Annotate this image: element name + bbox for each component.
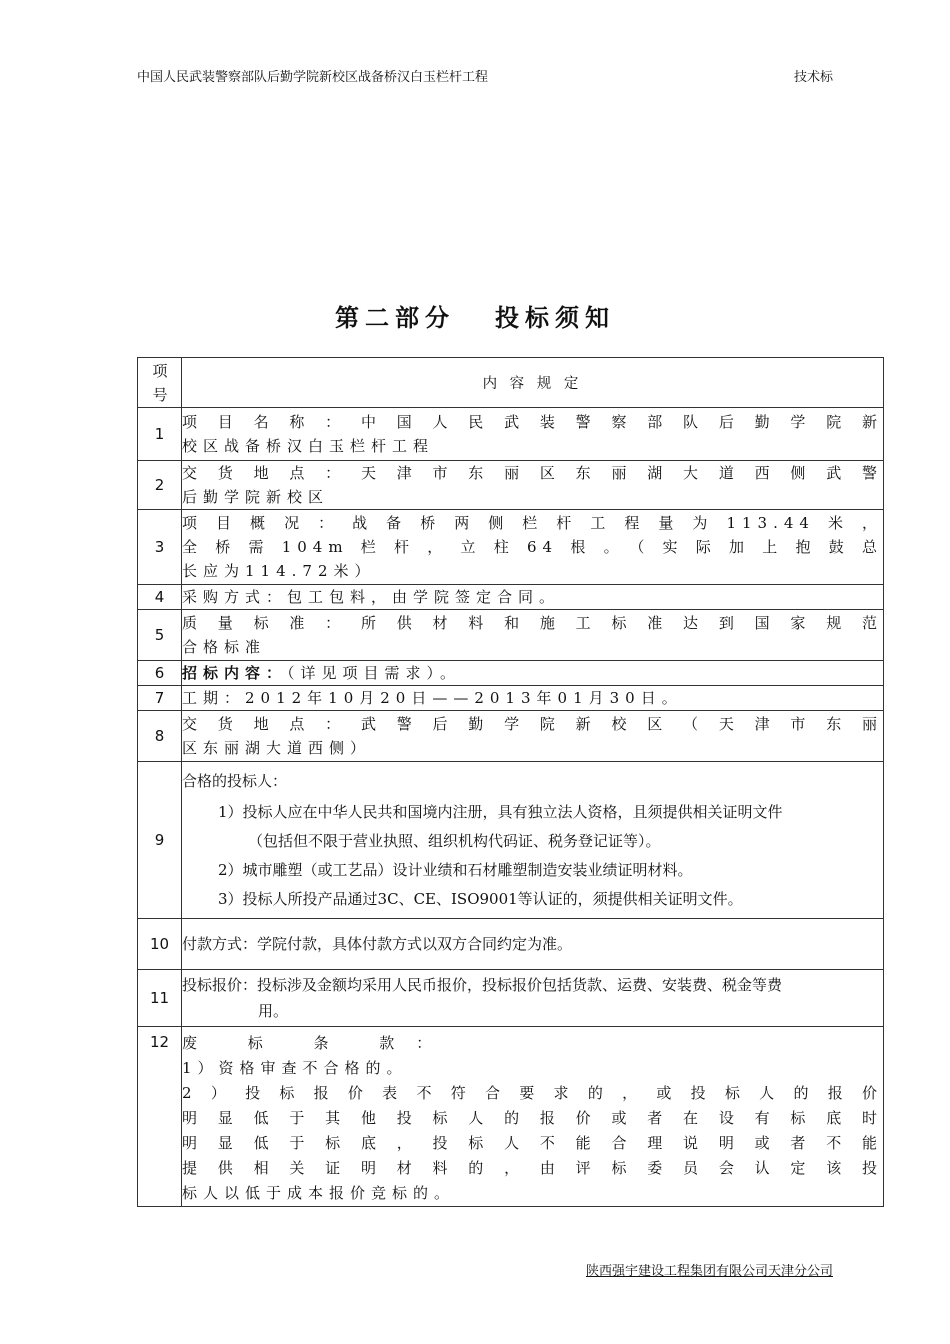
page-title	[0, 298, 950, 333]
table-row: 7 工期：2012年10月20日——2013年01月30日。	[138, 686, 884, 711]
title-part: 第二部分	[335, 304, 455, 332]
table-row: 4 采购方式：包工包料，由学院签定合同。	[138, 585, 884, 610]
header-item-no: 项号	[138, 358, 182, 408]
table-row: 11 投标报价：投标涉及金额均采用人民币报价，投标报价包括货款、运费、安装费、税金等费 用。	[138, 970, 884, 1027]
header-project-name: 中国人民武装警察部队后勤学院新校区战备桥汉白玉栏杆工程	[137, 70, 489, 85]
header-content: 内 容 规 定	[182, 358, 884, 408]
table-row: 8 交货地点：武警后勤学院新校区（天津市东丽 区东丽湖大道西侧）	[138, 711, 884, 762]
table-row: 6 招标内容：（详见项目需求）。	[138, 661, 884, 686]
table-row: 3 项目概况：战备桥两侧栏杆工程量为113.44米， 全桥需104m栏杆，立柱64根。（实际加上抱鼓总 长应为114.72米）	[138, 510, 884, 585]
table-row: 1 项目名称：中国人民武装警察部队后勤学院新 校区战备桥汉白玉栏杆工程	[138, 408, 884, 461]
bid-instructions-table	[137, 357, 884, 1207]
table-row: 10 付款方式：学院付款，具体付款方式以双方合同约定为准。	[138, 919, 884, 970]
table-row: 5 质量标准：所供材料和施工标准达到国家规范 合格标准	[138, 610, 884, 661]
table-row: 2 交货地点：天津市东丽区东丽湖大道西侧武警 后勤学院新校区	[138, 461, 884, 510]
table-header-row	[138, 358, 884, 408]
company-footer: 陕西强宇建设工程集团有限公司天津分公司	[585, 1264, 833, 1279]
table-row: 9 合格的投标人： 1）投标人应在中华人民共和国境内注册，具有独立法人资格，且须提供相关证明文件 （包括但不限于营业执照、组织机构代码证、税务登记证等）。 2）城市雕塑（或工艺品）设计业绩和石材雕塑制造安装业绩证明材料。 3）投标人所投产品通过3C、CE、ISO9001等认证的，须提供相关证明文件。	[138, 762, 884, 919]
header-doc-type: 技术标	[793, 70, 833, 85]
table-row: 12 废 标 条 款： 1）资格审查不合格的。 2）投标报价表不符合要求的，或投标人的报价 明显低于其他投标人的报价或者在设有标底时 明显低于标底，投标人不能合理说明或者不能 提供相关证明材料的，由评标委员会认定该投 标人以低于成本报价竞标的。	[138, 1027, 884, 1207]
title-name: 投标须知	[495, 304, 615, 332]
